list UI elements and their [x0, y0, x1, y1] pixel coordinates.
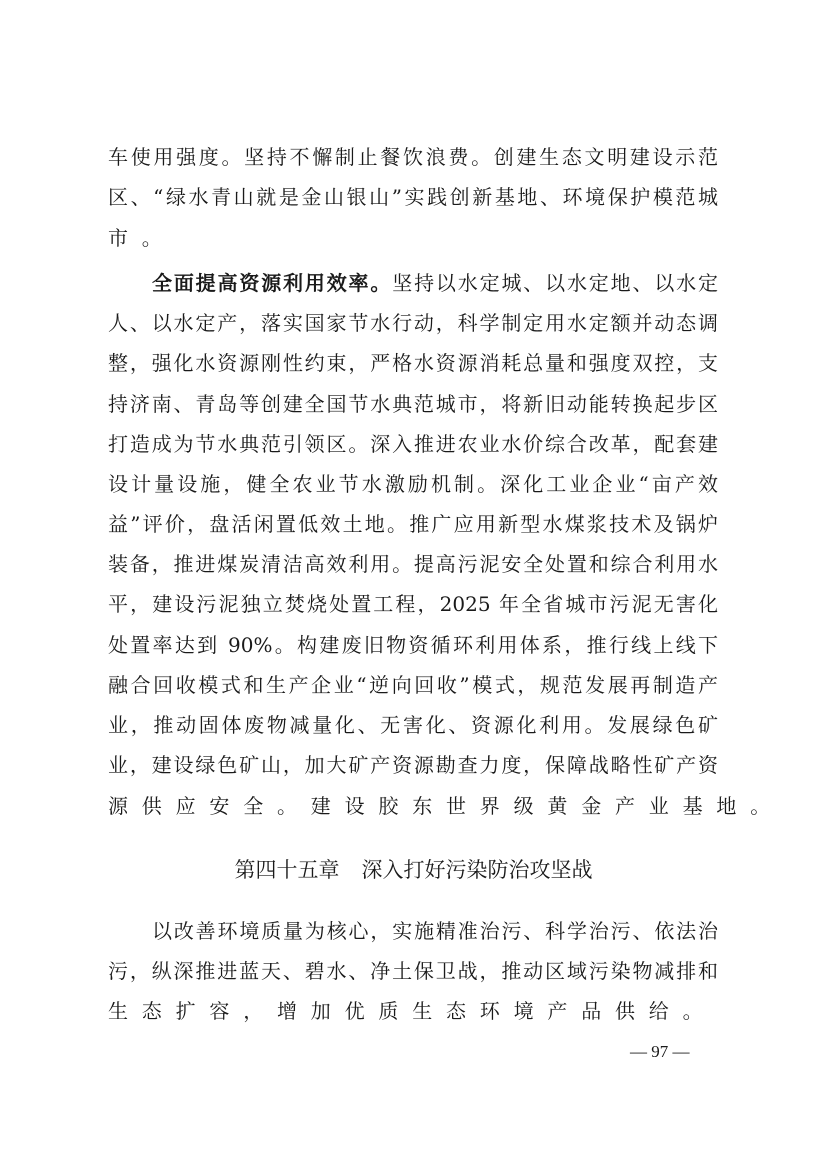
paragraph-2-line-6: 设计量设施，健全农业节水激励机制。深化工业企业“亩产效: [108, 472, 718, 496]
paragraph-2-line-13: 业，建设绿色矿山，加大矿产资源勘查力度，保障战略性矿产资: [108, 753, 718, 777]
paragraph-2-line-8: 装备，推进煤炭清洁高效利用。提高污泥安全处置和综合利用水: [108, 552, 718, 576]
paragraph-1-line-1: 车使用强度。坚持不懈制止餐饮浪费。创建生态文明建设示范: [108, 145, 718, 169]
chapter-heading: [0, 855, 827, 885]
chapter-title: 深入打好污染防治攻坚战: [361, 858, 593, 882]
paragraph-2-line-4: 持济南、青岛等创建全国节水典范城市，将新旧动能转换起步区: [108, 392, 718, 416]
paragraph-3-line-1: 以改善环境质量为核心，实施精准治污、科学治污、依法治: [152, 919, 718, 943]
paragraph-2-bold-lead: 全面提高资源利用效率。: [152, 271, 393, 295]
paragraph-2-line-12: 业，推动固体废物减量化、无害化、资源化利用。发展绿色矿: [108, 713, 718, 737]
paragraph-3-line-3: 生态扩容，增加优质生态环境产品供给。: [108, 999, 717, 1023]
paragraph-1-line-3: 市。: [108, 226, 176, 250]
paragraph-2-line-10: 处置率达到 90%。构建废旧物资循环利用体系，推行线上线下: [108, 633, 718, 657]
page-number: — 97 —: [630, 1042, 690, 1061]
paragraph-3-line-2: 污，纵深推进蓝天、碧水、净土保卫战，推动区域污染物减排和: [108, 959, 718, 983]
paragraph-2-line-1: [152, 268, 718, 298]
chapter-number: 第四十五章: [234, 858, 340, 882]
paragraph-2-line-5: 打造成为节水典范引领区。深入推进农业水价综合改革，配套建: [108, 432, 718, 456]
paragraph-2-line-2: 人、以水定产，落实国家节水行动，科学制定用水定额并动态调: [108, 311, 718, 335]
paragraph-2-line-14: 源供应安全。建设胶东世界级黄金产业基地。: [108, 794, 784, 818]
paragraph-2-line-3: 整，强化水资源刚性约束，严格水资源消耗总量和强度双控，支: [108, 351, 718, 375]
paragraph-2-line-1-text: 坚持以水定城、以水定地、以水定: [392, 271, 719, 295]
paragraph-2-line-11: 融合回收模式和生产企业“逆向回收”模式，规范发展再制造产: [108, 673, 718, 697]
paragraph-1-line-2: 区、“绿水青山就是金山银山”实践创新基地、环境保护模范城: [108, 185, 718, 209]
paragraph-2-line-9: 平，建设污泥独立焚烧处置工程，2025 年全省城市污泥无害化: [108, 592, 718, 616]
paragraph-2-line-7: 益”评价，盘活闲置低效土地。推广应用新型水煤浆技术及锅炉: [108, 512, 718, 536]
